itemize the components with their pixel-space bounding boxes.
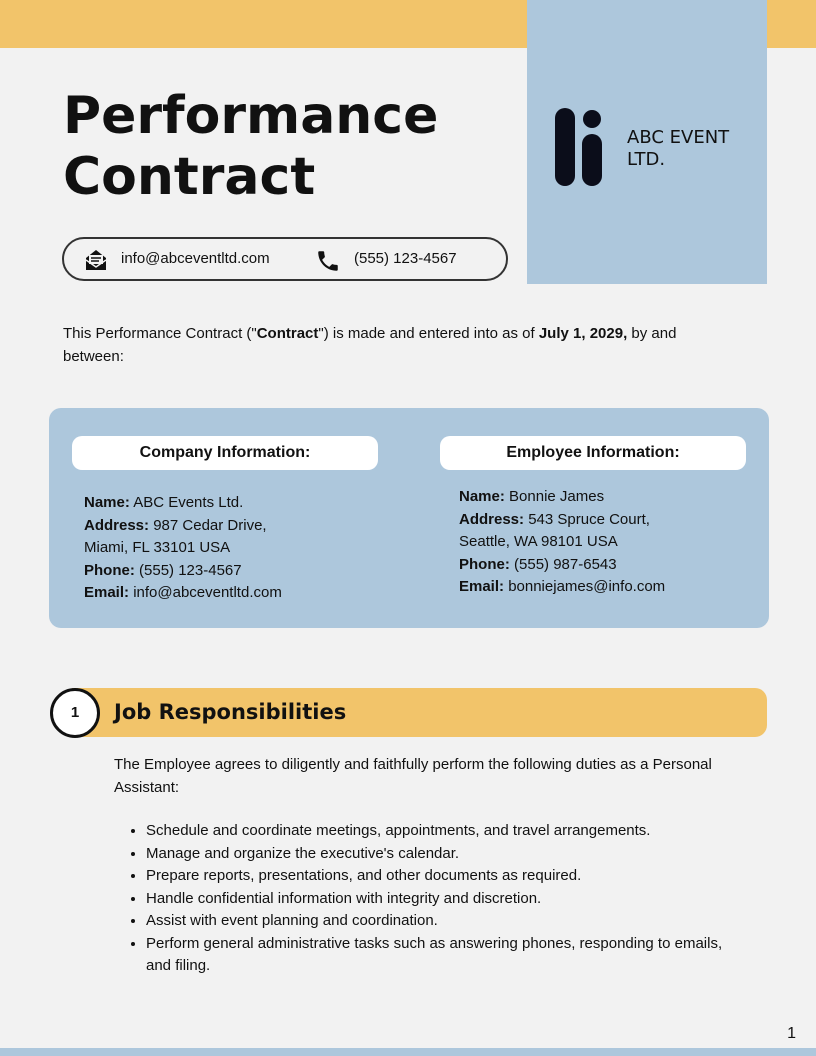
company-email: info@abceventltd.com (133, 584, 282, 601)
list-item: • Manage and organize the executive's calendar. (146, 843, 746, 866)
employee-email-label: Email: (459, 578, 505, 595)
company-name: ABC Events Ltd. (133, 494, 244, 511)
contact-email[interactable]: info@abceventltd.com (121, 250, 270, 267)
company-address-line2: Miami, FL 33101 USA (84, 539, 231, 556)
intro-text-middle: ") is made and entered into as of (318, 325, 539, 342)
company-email-label: Email: (84, 584, 130, 601)
page-number: 1 (787, 1025, 796, 1042)
employee-email: bonniejames@info.com (508, 578, 666, 595)
parties-info-box (49, 408, 769, 628)
company-logo-text (627, 127, 757, 171)
company-address-line1: 987 Cedar Drive, (153, 516, 267, 534)
company-info-details (84, 492, 282, 605)
intro-paragraph (63, 322, 723, 368)
contact-bar (62, 237, 508, 281)
intro-contract-term: Contract (256, 325, 319, 342)
company-address-label: Address: (84, 516, 150, 534)
contact-phone[interactable]: (555) 123-4567 (354, 250, 457, 267)
logo-panel (527, 0, 767, 284)
logo-text-line1: ABC EVENT (627, 127, 730, 148)
intro-date: July 1, 2029, (538, 325, 628, 342)
list-item: • Schedule and coordinate meetings, appointments, and travel arrangements. (146, 820, 746, 843)
intro-text-before: This Performance Contract (" (63, 325, 257, 342)
company-phone-label: Phone: (84, 561, 135, 579)
employee-name-label: Name: (459, 488, 505, 505)
section-title: Job Responsibilities (114, 700, 347, 724)
page-title (63, 86, 503, 208)
company-info-header: Company Information: (72, 436, 378, 470)
employee-info-details (459, 486, 665, 599)
employee-address-label: Address: (459, 510, 525, 528)
list-item: • Handle confidential information with integrity and discretion. (146, 888, 746, 911)
list-item: • Assist with event planning and coordination. (146, 910, 746, 933)
company-logo-icon (555, 108, 605, 186)
logo-text-line2: LTD. (627, 149, 666, 170)
bottom-accent-bar (0, 1048, 816, 1056)
email-icon (84, 248, 108, 272)
section-number-badge: 1 (50, 688, 100, 738)
employee-address-line2: Seattle, WA 98101 USA (459, 533, 618, 550)
employee-name: Bonnie James (509, 488, 605, 505)
intro-text-after: by and between: (63, 325, 677, 365)
phone-icon (315, 248, 341, 274)
company-name-label: Name: (84, 494, 130, 511)
section-description: The Employee agrees to diligently and faithfully perform the following duties as a Personal Assistant: (114, 756, 712, 796)
company-phone: (555) 123-4567 (139, 561, 242, 579)
title-line2: Contract (63, 147, 316, 207)
list-item: • Perform general administrative tasks such as answering phones, responding to emails, and filing. (146, 933, 746, 978)
employee-address-line1: 543 Spruce Court, (528, 510, 650, 528)
title-line1: Performance (63, 86, 439, 146)
employee-info-header: Employee Information: (440, 436, 746, 470)
list-item: • Prepare reports, presentations, and other documents as required. (146, 865, 746, 888)
duties-list (114, 820, 746, 978)
employee-phone: (555) 987-6543 (514, 555, 617, 573)
employee-phone-label: Phone: (459, 555, 510, 573)
